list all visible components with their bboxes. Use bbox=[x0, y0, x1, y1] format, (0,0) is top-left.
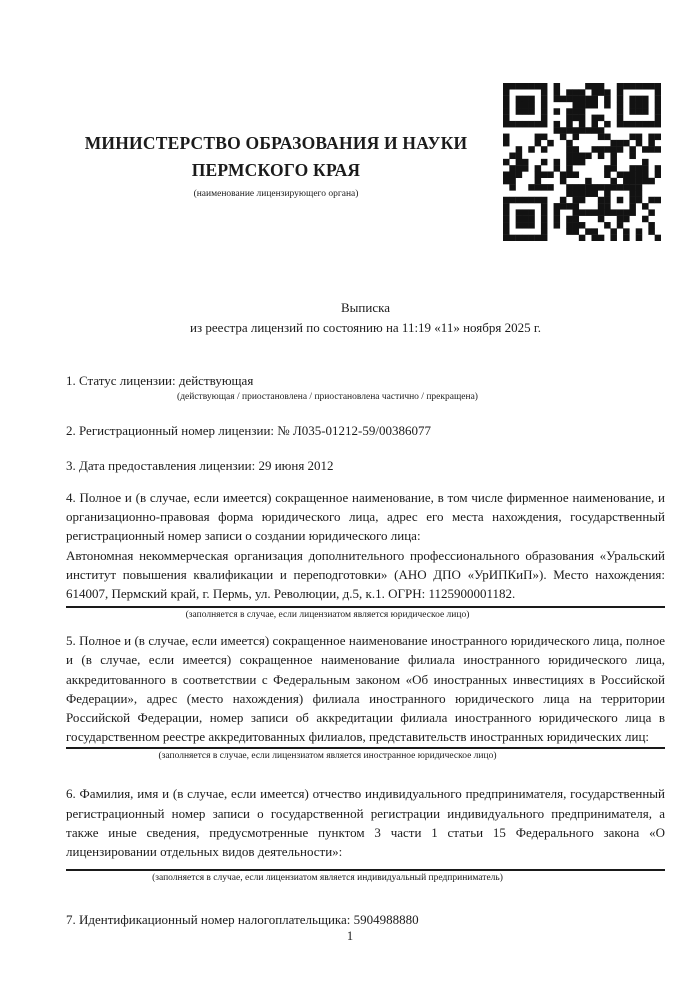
document-title-line1: Выписка bbox=[341, 300, 390, 315]
ministry-name-line1: МИНИСТЕРСТВО ОБРАЗОВАНИЯ И НАУКИ bbox=[84, 133, 468, 153]
registration-number-line: 2. Регистрационный номер лицензии: № Л035-01212-59/00386077 bbox=[66, 423, 432, 438]
license-status-line: 1. Статус лицензии: действующая bbox=[66, 373, 254, 388]
license-date-line: 3. Дата предоставления лицензии: 29 июня 2012 bbox=[66, 458, 334, 473]
entrepreneur-clause: 6. Фамилия, имя и (в случае, если имеется) отчество индивидуального предпринимателя, государственный регистрационный номер записи о государственной регистрации индивидуального предпринимателя, а также иные сведения, предусмотренные пунктом 3 части 1 статьи 15 Федерального закона «О лицензировании отдельных видов деятельности»: bbox=[66, 786, 665, 860]
taxpayer-id-line: 7. Идентификационный номер налогоплательщика: 5904988880 bbox=[66, 912, 419, 928]
document-title-line2: из реестра лицензий по состоянию на 11:19 «11» ноября 2025 г. bbox=[190, 320, 541, 335]
foreign-entity-clause: 5. Полное и (в случае, если имеется) сокращенное наименование иностранного юридического лица, полное и (в случае, если имеется) сокращенное наименование филиала иностранного юридического лица, аккредитованного в соответствии с Федеральным законом «Об иностранных инвестициях в Российской Федерации», адрес (место нахождения) филиала иностранного юридического лица на территории Российской Федерации, номер записи об аккредитации филиала иностранного юридического лица в государственном реестре аккредитованных филиалов, представительств иностранных юридических лиц: bbox=[66, 633, 665, 745]
license-status-caption: (действующая / приостановлена / приостановлена частично / прекращена) bbox=[177, 392, 478, 402]
document-title bbox=[66, 298, 665, 338]
document-content bbox=[66, 0, 665, 929]
page-number: 1 bbox=[346, 929, 354, 943]
fill-in-rule-legal-entity bbox=[66, 606, 665, 608]
fill-in-rule-entrepreneur bbox=[66, 869, 665, 871]
fill-in-rule-foreign-entity bbox=[66, 747, 665, 749]
legal-entity-value: Автономная некоммерческая организация дополнительного профессионального образования «Уральский институт повышения квалификации и переподготовки» (АНО ДПО «УрИПКиП»). Место нахождения: 614007, Пермский край, г. Пермь, ул. Революции, д.5, к.1. ОГРН: 1125900001182. bbox=[66, 547, 665, 602]
legal-entity-caption: (заполняется в случае, если лицензиатом является юридическое лицо) bbox=[185, 610, 470, 621]
legal-entity-clause: 4. Полное и (в случае, если имеется) сокращенное наименование, в том числе фирменное наименование, и организационно-правовая форма юридического лица, адрес его места нахождения, государственный регистрационный номер записи о создании юридического лица: bbox=[66, 490, 665, 544]
ministry-caption: (наименование лицензирующего органа) bbox=[193, 189, 359, 199]
foreign-entity-caption: (заполняется в случае, если лицензиатом является иностранное юридическое лицо) bbox=[158, 751, 497, 762]
entrepreneur-caption: (заполняется в случае, если лицензиатом является индивидуальный предприниматель) bbox=[152, 873, 503, 884]
ministry-name-line2: ПЕРМСКОГО КРАЯ bbox=[191, 160, 361, 180]
